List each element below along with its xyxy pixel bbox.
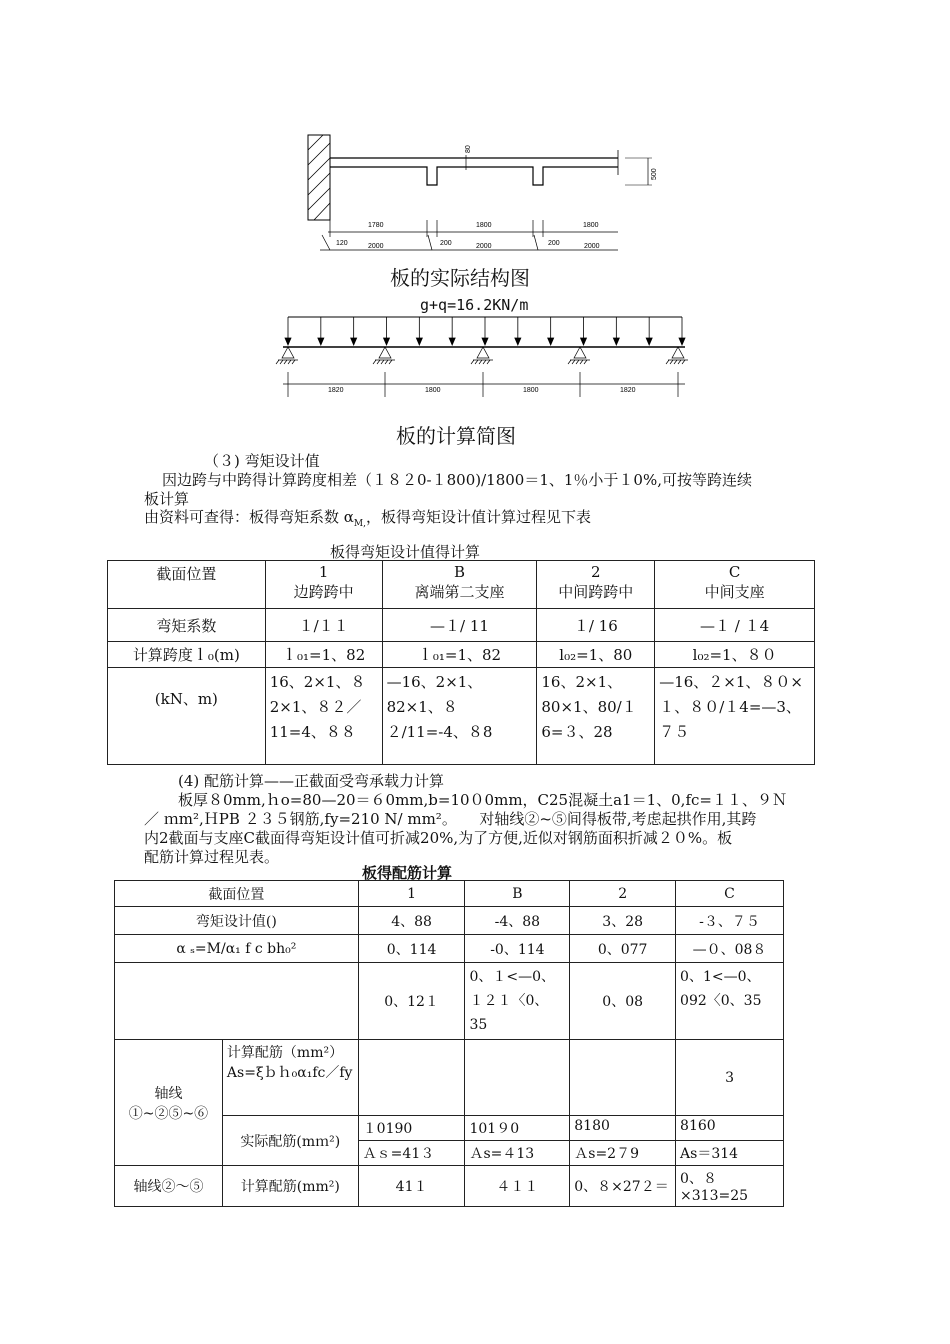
section4-p2: ／ ｍm²,ＨPB ２３５钢筋,fy=210 N/ mm²。 对轴线②~⑤间得板带,考虑起拱作用,其跨 (144, 810, 757, 828)
t2-m-val: -３、７５ (676, 907, 784, 935)
t2-axis2-label: 轴线②～⑤ (115, 1166, 223, 1207)
load-arrowhead (351, 338, 357, 345)
support-hatch (572, 360, 575, 364)
support-hatch (475, 360, 478, 364)
t1-col-b: B 离端第二支座 (382, 561, 537, 609)
dim-bot-3: 200 (440, 240, 452, 247)
t2-actual-a: 101９0 (465, 1116, 570, 1141)
support-hatch (292, 360, 295, 364)
support-hatch (377, 360, 380, 364)
support-hatch (288, 360, 291, 364)
t2-m-label: 弯矩设计值() (115, 907, 359, 935)
support-hatch (381, 360, 384, 364)
t2-actual-b: Ａs=2７9 (570, 1141, 676, 1166)
t2-as-val: —０、08８ (676, 935, 784, 963)
t1-coef: １/ 16 (537, 609, 655, 642)
t1-col-2: 2 中间跨跨中 (537, 561, 655, 609)
t2-calc-val (358, 1040, 465, 1116)
t2-as-label: α ₛ=M/α₁ f c bh₀² (115, 935, 359, 963)
reinforcement-table (114, 880, 784, 1207)
para2-sub: M, (353, 519, 366, 529)
dim-top-2: 1800 (476, 222, 492, 229)
t2-as-val: -0、114 (465, 935, 570, 963)
section4-p4: 配筋计算过程见表。 (144, 848, 280, 866)
t1-m-label: (kN、m) (108, 668, 266, 765)
support-hatch (568, 360, 571, 364)
section3-para2 (144, 508, 591, 534)
t1-col-1: 1 边跨跨中 (265, 561, 382, 609)
support-icon (375, 347, 395, 360)
beam-height-label: 500 (651, 168, 658, 180)
t1-m-val: —16、２×1、８０×１、８０/１4=—3、７５ (655, 668, 815, 765)
load-label: g+q=16.2KN/m (420, 296, 529, 314)
load-arrowhead (515, 338, 521, 345)
t2-calc-val (465, 1040, 570, 1116)
t2-xi-val: 0、１<—0、１２１〈0、35 (465, 963, 570, 1040)
t2-m-val: -4、88 (465, 907, 570, 935)
load-arrowhead (646, 338, 652, 345)
t1-m-val: 16、2×1、80×1、80/１6=３、28 (537, 668, 655, 765)
load-arrowhead (482, 338, 488, 345)
t2-xi-label (115, 963, 359, 1040)
t2-actual-label: 实际配筋(mｍ²) (222, 1116, 358, 1166)
section3-para1b: 板计算 (144, 490, 190, 508)
figure2-caption: 板的计算简图 (396, 424, 516, 448)
t2-actual-b: As＝314 (676, 1141, 784, 1166)
t2-xi-val: 0、1<—0、092〈0、35 (676, 963, 784, 1040)
t2-xi-val: 0、12１ (358, 963, 465, 1040)
t2-header-label: 截面位置 (115, 881, 359, 907)
support-hatch (284, 360, 287, 364)
t2-calc-val: 3 (676, 1040, 784, 1116)
load-arrowhead (318, 338, 324, 345)
support-hatch (483, 360, 486, 364)
t2-axis2-val: 0、８×27２＝ (570, 1166, 676, 1207)
t2-axis2-calc-label: 计算配筋(mm²) (222, 1166, 358, 1207)
support-icon (473, 347, 493, 360)
section4-p1: 板厚８0mm,ｈo=80—20＝６0mm,b=10０0mm，C25混凝土a1＝1、0,fc=１１、９Ｎ (178, 791, 787, 809)
t2-actual-b: Ａｓ=41３ (358, 1141, 465, 1166)
t1-span-label: 计算跨度ｌ₀(m) (108, 642, 266, 668)
t2-actual-a: 8160 (676, 1116, 784, 1141)
support-icon (278, 347, 298, 360)
t2-col: 1 (358, 881, 465, 907)
support-hatch (471, 360, 474, 364)
support-hatch (373, 360, 376, 364)
slab-structure-figure (300, 125, 680, 260)
t2-m-val: 3、28 (570, 907, 676, 935)
section4-p3: 内2截面与支座C截面得弯矩设计值可折减20%,为了方便,近似对钢筋面积折减２０%。板 (144, 829, 733, 847)
t2-axis2-val: 41１ (358, 1166, 465, 1207)
span-1: 1820 (328, 387, 344, 394)
support-hatch (584, 360, 587, 364)
para2-text: 由资料可查得：板得弯矩系数 α (144, 508, 354, 526)
dim-bot-2: 2000 (368, 243, 384, 250)
support-icon (668, 347, 688, 360)
load-arrowhead (679, 338, 685, 345)
t2-actual-a: 8180 (570, 1116, 676, 1141)
table2-title: 板得配筋计算 (362, 864, 453, 882)
t2-axis2-val: 0、８×313=25 (676, 1166, 784, 1207)
t2-xi-val: 0、08 (570, 963, 676, 1040)
support-icon (570, 347, 590, 360)
section3-heading: （３) 弯矩设计值 (204, 452, 320, 470)
t1-header-label: 截面位置 (108, 561, 266, 609)
support-hatch (670, 360, 673, 364)
support-hatch (576, 360, 579, 364)
slab-thickness-label: 80 (465, 145, 472, 153)
t2-calc-label: 计算配筋（mm²）As=ξｂｈ₀α₁fc／fy (222, 1040, 358, 1116)
t1-coef: １/１１ (265, 609, 382, 642)
dim-top-3: 1800 (583, 222, 599, 229)
t1-coef-label: 弯矩系数 (108, 609, 266, 642)
t2-as-val: 0、114 (358, 935, 465, 963)
load-arrowhead (384, 338, 390, 345)
span-4: 1820 (620, 387, 636, 394)
load-arrowhead (581, 338, 587, 345)
t1-m-val: —16、2×1、82×1、８２/11=-4、８8 (382, 668, 537, 765)
section3-para1: 因边跨与中跨得计算跨度相差（１８２0-１800)/1800＝1、1％小于１0%,可按等跨连续 (162, 471, 752, 489)
moment-table (107, 560, 815, 765)
t2-axis1-label: 轴线①~②⑤~⑥ (115, 1040, 223, 1166)
dim-top-1: 1780 (368, 222, 384, 229)
slab-calc-diagram (265, 312, 695, 407)
support-hatch (389, 360, 392, 364)
t2-col: C (676, 881, 784, 907)
dim-bot-5: 200 (548, 240, 560, 247)
t1-m-val: 16、2×1、８2×1、８２／11=4、８８ (265, 668, 382, 765)
support-hatch (674, 360, 677, 364)
t2-actual-b: Ａs=４13 (465, 1141, 570, 1166)
dim-bot-1: 120 (336, 240, 348, 247)
t1-coef: —１ / １4 (655, 609, 815, 642)
support-hatch (276, 360, 279, 364)
t1-span: ｌ₀₁=1、82 (265, 642, 382, 668)
support-hatch (682, 360, 685, 364)
support-hatch (666, 360, 669, 364)
t2-calc-val (570, 1040, 676, 1116)
t1-span: l₀₂=1、８０ (655, 642, 815, 668)
t2-actual-a: １0190 (358, 1116, 465, 1141)
para2-tail: ，板得弯矩设计值计算过程见下表 (365, 508, 591, 526)
load-arrowhead (416, 338, 422, 345)
t1-span: ｌ₀₁=1、82 (382, 642, 537, 668)
span-2: 1800 (425, 387, 441, 394)
support-hatch (479, 360, 482, 364)
table1-title: 板得弯矩设计值得计算 (330, 543, 481, 561)
support-hatch (580, 360, 583, 364)
section4-heading: (4) 配筋计算——正截面受弯承载力计算 (178, 772, 445, 790)
dim-bot-4: 2000 (476, 243, 492, 250)
t2-m-val: 4、88 (358, 907, 465, 935)
load-arrowhead (285, 338, 291, 345)
load-arrowhead (449, 338, 455, 345)
dim-bot-6: 2000 (584, 243, 600, 250)
t1-col-c: C 中间支座 (655, 561, 815, 609)
t1-coef: —１/ 11 (382, 609, 537, 642)
support-hatch (280, 360, 283, 364)
figure1-caption: 板的实际结构图 (390, 266, 530, 290)
support-hatch (678, 360, 681, 364)
t2-col: B (465, 881, 570, 907)
load-arrowhead (548, 338, 554, 345)
t2-col: 2 (570, 881, 676, 907)
support-hatch (487, 360, 490, 364)
t2-as-val: 0、077 (570, 935, 676, 963)
load-arrowhead (613, 338, 619, 345)
t2-axis2-val: ４１１ (465, 1166, 570, 1207)
t1-span: l₀₂=1、80 (537, 642, 655, 668)
support-hatch (385, 360, 388, 364)
span-3: 1800 (523, 387, 539, 394)
